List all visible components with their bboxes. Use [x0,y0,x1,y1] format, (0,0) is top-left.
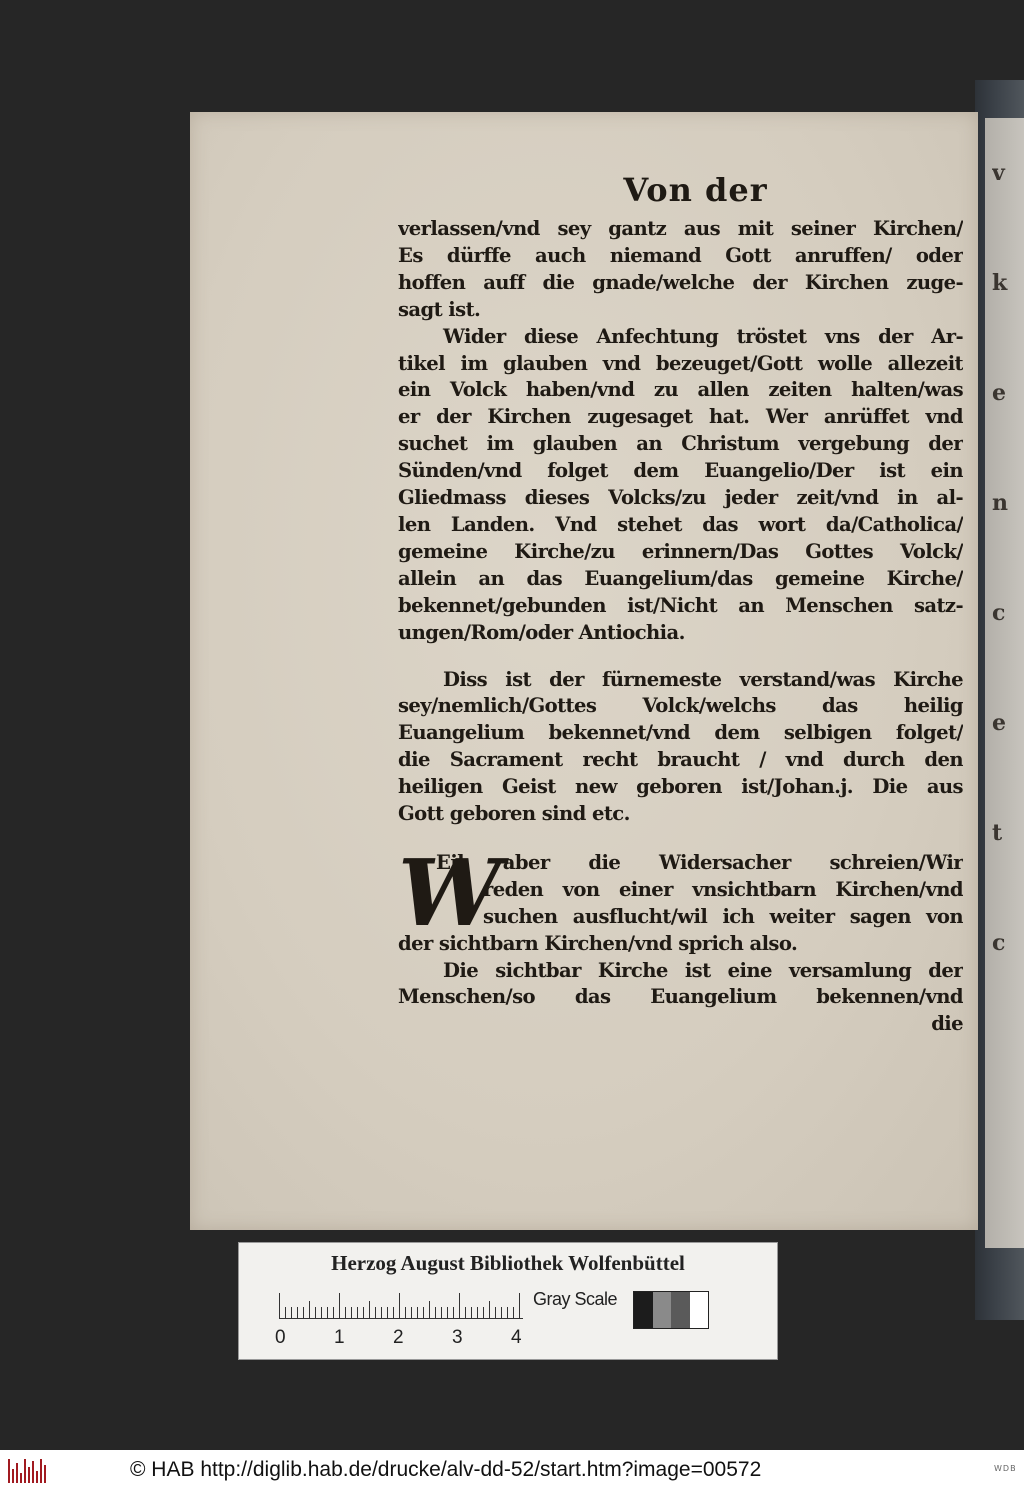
facing-page-glyph: e [992,380,1006,406]
text-line: ungen/Rom/oder Antiochia. [398,620,685,644]
logo-bar [8,1459,10,1483]
ruler-tick [291,1307,292,1319]
text-line: sey/nemlich/Gottes Volck/welchs das heilig [398,694,963,718]
text-line: er der Kirchen zugesaget hat. Wer anrüffet vnd [398,405,963,429]
text-line: Gliedmass dieses Volcks/zu jeder zeit/vnd in al- [398,486,963,510]
ruler-tick [435,1307,436,1319]
ruler-tick [279,1293,280,1319]
ruler-tick [405,1307,406,1319]
ruler-tick [375,1307,376,1319]
ruler-tick [363,1307,364,1319]
ruler-tick [519,1293,520,1319]
ruler-tick [453,1307,454,1319]
ruler-tick [381,1307,382,1319]
ruler-tick [501,1307,502,1319]
logo-bar [36,1471,38,1483]
color-calibration-card [238,1242,778,1360]
ruler-tick [483,1307,484,1319]
facing-page-glyph: v [992,160,1005,186]
ruler-number: 2 [393,1327,404,1348]
text-line: der sichtbarn Kirchen/vnd sprich also. [398,931,798,955]
ruler-tick [441,1307,442,1319]
ruler-tick [327,1307,328,1319]
logo-bar [24,1459,26,1483]
text-line: suchet im glauben an Christum vergebung der [398,432,963,456]
text-line: gemeine Kirche/zu erinnern/Das Gottes Volck/ [398,539,963,563]
ruler-number: 1 [334,1327,345,1348]
facing-page-glyph: c [992,930,1006,956]
footer-mark: WDB [994,1464,1017,1473]
ruler-number: 0 [275,1327,286,1348]
ruler-tick [417,1307,418,1319]
grayscale-label: Gray Scale [533,1289,618,1309]
ruler-tick [399,1293,400,1319]
text-line: Die sichtbar Kirche ist eine versamlung der [443,958,963,982]
text-line: verlassen/vnd sey gantz aus mit seiner Kirchen/ [398,217,963,240]
text-line: Gott geboren sind etc. [398,802,630,826]
text-line: bekennet/gebunden ist/Nicht an Menschen satz- [398,593,963,617]
ruler-tick [345,1307,346,1319]
ruler-tick [447,1307,448,1319]
facing-page-glyph: t [992,820,1003,846]
text-line: tikel im glauben vnd bezeuget/Gott wolle allezeit [398,351,963,375]
facing-page-glyph: c [992,600,1006,626]
ruler-tick [495,1307,496,1319]
text-line: len Landen. Vnd stehet das wort da/Catholica/ [398,512,963,536]
ruler-tick [459,1293,460,1319]
logo-bar [16,1463,18,1483]
ruler-tick [297,1307,298,1319]
running-head: Von der [623,171,768,209]
ruler-number: 4 [511,1327,522,1348]
footer-credit-link[interactable]: © HAB http://diglib.hab.de/drucke/alv-dd-52/start.htm?image=00572 [130,1458,762,1481]
ruler-tick [507,1307,508,1319]
card-title: Herzog August Bibliothek Wolfenbüttel [331,1251,685,1275]
ruler-tick [393,1307,394,1319]
ruler-tick [429,1301,430,1319]
ruler-tick [351,1307,352,1319]
ruler-tick [315,1307,316,1319]
drop-cap: W [398,838,501,947]
text-line: reden von einer vnsichtbarn Kirchen/vnd [483,877,963,901]
logo-bar [20,1473,22,1483]
hab-logo-icon[interactable] [8,1459,46,1483]
ruler-tick [489,1301,490,1319]
logo-bar [12,1469,14,1483]
text-line: Sünden/vnd folget dem Euangelio/Der ist ein [398,459,963,483]
ruler-tick [357,1307,358,1319]
gray-swatch [671,1292,690,1328]
ruler-tick [321,1307,322,1319]
gray-swatch [653,1292,672,1328]
ruler-tick [513,1307,514,1319]
text-line: Diss ist der fürnemeste verstand/was Kirche [443,667,963,691]
text-line: Euangelium bekennet/vnd dem selbigen folget/ [398,721,963,745]
logo-bar [40,1459,42,1483]
drop-cap-paragraph [398,838,963,958]
ruler-tick [333,1307,334,1319]
text-line: Wider diese Anfechtung tröstet vns der Ar- [443,324,963,348]
ruler-tick [369,1301,370,1319]
page-text [398,170,963,1038]
ruler-tick [477,1307,478,1319]
text-line: Eil aber die Widersacher schreien/Wir [436,850,963,874]
text-line: allein an das Euangelium/das gemeine Kirche/ [398,566,963,590]
text-line: sagt ist. [398,297,481,321]
logo-bar [28,1467,30,1483]
ruler [279,1293,523,1319]
logo-bar [44,1465,46,1483]
facing-page-glyph: n [992,490,1008,516]
ruler-tick [471,1307,472,1319]
text-line: suchen ausflucht/wil ich weiter sagen von [483,904,963,928]
gray-swatches [633,1291,709,1329]
catchword: die [931,1012,963,1036]
ruler-tick [303,1307,304,1319]
text-line: Es dürffe auch niemand Gott anruffen/ oder [398,243,963,267]
ruler-tick [423,1307,424,1319]
facing-page-glyph: e [992,710,1006,736]
facing-page-glyph: k [992,270,1008,296]
ruler-tick [465,1307,466,1319]
ruler-tick [387,1307,388,1319]
book-page [190,112,978,1230]
text-line: Menschen/so das Euangelium bekennen/vnd [398,985,963,1009]
ruler-tick [411,1307,412,1319]
ruler-tick [285,1307,286,1319]
facing-page-text [992,160,1024,1060]
footer-bar [0,1450,1024,1491]
ruler-tick [339,1293,340,1319]
text-line: die Sacrament recht braucht / vnd durch den [398,748,963,772]
ruler-number: 3 [452,1327,463,1348]
gray-swatch [690,1292,709,1328]
text-line: ein Volck haben/vnd zu allen zeiten halten/was [398,378,963,402]
text-line: heiligen Geist new geboren ist/Johan.j. Die aus [398,775,963,799]
ruler-tick [309,1301,310,1319]
gray-swatch [634,1292,653,1328]
logo-bar [32,1461,34,1483]
text-line: hoffen auff die gnade/welche der Kirchen zuge- [398,270,963,294]
